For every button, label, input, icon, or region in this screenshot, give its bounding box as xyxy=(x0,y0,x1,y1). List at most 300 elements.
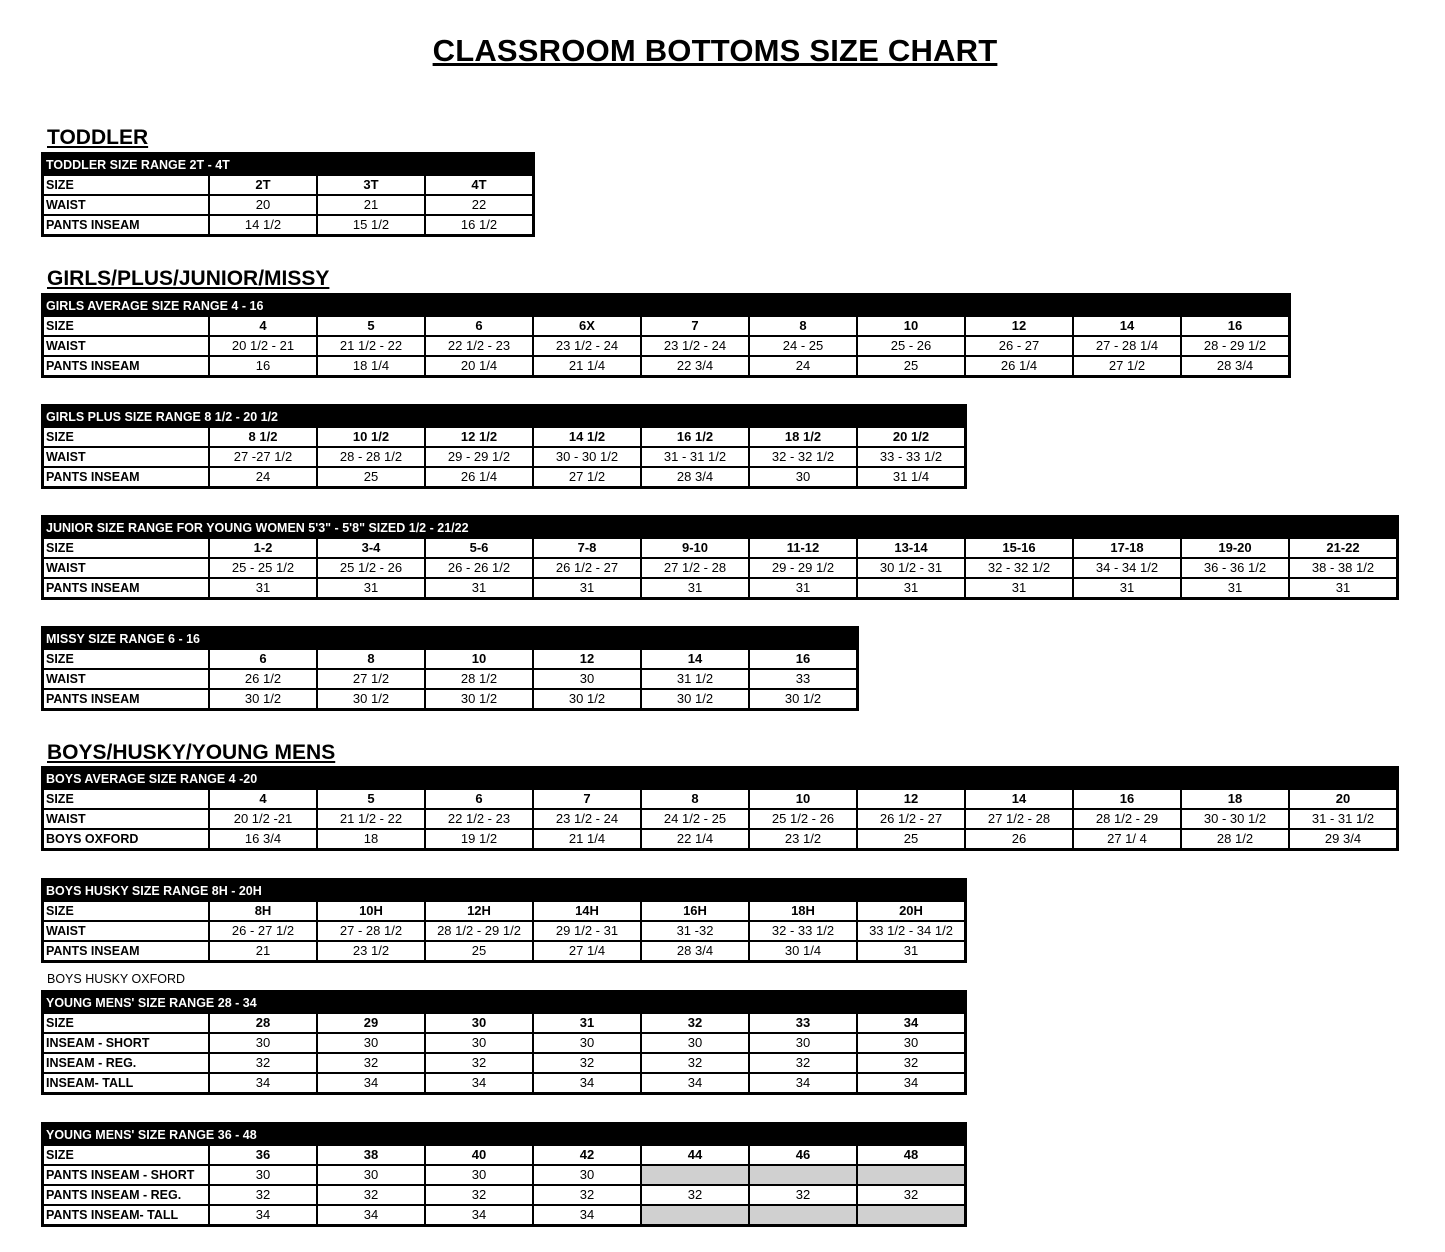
unavailable-cell xyxy=(857,1165,966,1185)
table-header-row xyxy=(43,628,858,650)
row-label: WAIST xyxy=(43,669,210,689)
row-label: SIZE xyxy=(43,427,210,447)
table-cell: 27 - 28 1/2 xyxy=(317,921,425,941)
table-cell: 29 xyxy=(317,1013,425,1033)
table-cell: 29 3/4 xyxy=(1289,829,1398,850)
table-cell: 30 - 30 1/2 xyxy=(1181,809,1289,829)
table-cell: 27 - 28 1/4 xyxy=(1073,336,1181,356)
table-row xyxy=(43,689,858,710)
table-row xyxy=(43,941,966,962)
table-cell: 27 1/2 xyxy=(533,467,641,488)
table-cell: 24 1/2 - 25 xyxy=(641,809,749,829)
table-cell: 6X xyxy=(533,316,641,336)
row-label: PANTS INSEAM xyxy=(43,689,210,710)
table-cell: 28 3/4 xyxy=(641,941,749,962)
row-label: SIZE xyxy=(43,175,210,195)
table-cell: 30 1/2 xyxy=(641,689,749,710)
size-table-young-mens-28-34 xyxy=(41,990,967,1095)
table-cell: 10 xyxy=(749,789,857,809)
table-cell: 23 1/2 xyxy=(317,941,425,962)
table-cell: 34 xyxy=(209,1073,317,1094)
table-cell: 34 xyxy=(857,1073,966,1094)
table-cell: 32 xyxy=(425,1053,533,1073)
size-table-girls-plus xyxy=(41,404,967,489)
table-cell: 32 xyxy=(641,1185,749,1205)
table-cell: 30 xyxy=(533,1165,641,1185)
table-cell: 8 xyxy=(317,649,425,669)
table-cell: 15-16 xyxy=(965,538,1073,558)
table-row xyxy=(43,649,858,669)
table-cell: 6 xyxy=(425,789,533,809)
table-cell: 12 1/2 xyxy=(425,427,533,447)
table-cell: 30 xyxy=(425,1013,533,1033)
section-heading-girls: GIRLS/PLUS/JUNIOR/MISSY xyxy=(47,267,330,290)
table-cell: 26 - 27 1/2 xyxy=(209,921,317,941)
table-cell: 21 xyxy=(317,195,425,215)
table-cell: 20 1/4 xyxy=(425,356,533,377)
row-label: PANTS INSEAM xyxy=(43,215,210,236)
table-cell: 26 1/2 - 27 xyxy=(857,809,965,829)
table-header: MISSY SIZE RANGE 6 - 16 xyxy=(43,628,858,650)
table-row xyxy=(43,427,966,447)
table-cell: 26 - 27 xyxy=(965,336,1073,356)
table-cell: 14 xyxy=(965,789,1073,809)
table-cell: 23 1/2 xyxy=(749,829,857,850)
table-cell: 32 xyxy=(749,1053,857,1073)
table-cell: 31 xyxy=(317,578,425,599)
table-cell: 31 xyxy=(965,578,1073,599)
table-cell: 26 1/2 xyxy=(209,669,317,689)
table-cell: 34 xyxy=(857,1013,966,1033)
table-cell: 33 xyxy=(749,1013,857,1033)
table-cell: 30 xyxy=(209,1033,317,1053)
table-cell: 34 xyxy=(533,1205,641,1226)
table-cell: 38 - 38 1/2 xyxy=(1289,558,1398,578)
table-cell: 26 1/2 - 27 xyxy=(533,558,641,578)
table-cell: 4 xyxy=(209,316,317,336)
table-cell: 8 1/2 xyxy=(209,427,317,447)
table-cell: 18 xyxy=(1181,789,1289,809)
table-header: GIRLS AVERAGE SIZE RANGE 4 - 16 xyxy=(43,295,1290,317)
table-header-row xyxy=(43,992,966,1014)
table-cell: 30 xyxy=(425,1165,533,1185)
unavailable-cell xyxy=(749,1205,857,1226)
table-cell: 20H xyxy=(857,901,966,921)
table-cell: 22 3/4 xyxy=(641,356,749,377)
table-cell: 31 - 31 1/2 xyxy=(641,447,749,467)
table-cell: 46 xyxy=(749,1145,857,1165)
table-cell: 31 - 31 1/2 xyxy=(1289,809,1398,829)
table-cell: 31 xyxy=(209,578,317,599)
table-cell: 32 xyxy=(317,1053,425,1073)
table-cell: 22 1/4 xyxy=(641,829,749,850)
table-cell: 31 xyxy=(857,941,966,962)
table-row xyxy=(43,195,534,215)
table-row xyxy=(43,356,1290,377)
table-cell: 8 xyxy=(641,789,749,809)
table-row xyxy=(43,1013,966,1033)
unavailable-cell xyxy=(641,1205,749,1226)
table-cell: 25 1/2 - 26 xyxy=(749,809,857,829)
table-cell: 31 xyxy=(533,578,641,599)
table-cell: 21-22 xyxy=(1289,538,1398,558)
table-cell: 30 xyxy=(209,1165,317,1185)
table-cell: 34 xyxy=(425,1205,533,1226)
size-table-boys-husky xyxy=(41,878,967,963)
row-label: PANTS INSEAM xyxy=(43,941,210,962)
table-header: YOUNG MENS' SIZE RANGE 36 - 48 xyxy=(43,1124,966,1146)
table-cell: 27 1/2 xyxy=(317,669,425,689)
table-cell: 30 xyxy=(641,1033,749,1053)
table-cell: 27 1/ 4 xyxy=(1073,829,1181,850)
table-cell: 32 xyxy=(857,1185,966,1205)
table-row xyxy=(43,901,966,921)
table-cell: 18 1/2 xyxy=(749,427,857,447)
table-cell: 26 - 26 1/2 xyxy=(425,558,533,578)
table-row xyxy=(43,316,1290,336)
table-cell: 7 xyxy=(641,316,749,336)
table-cell: 4T xyxy=(425,175,534,195)
table-cell: 21 1/2 - 22 xyxy=(317,336,425,356)
table-cell: 27 1/4 xyxy=(533,941,641,962)
row-label: INSEAM - REG. xyxy=(43,1053,210,1073)
table-cell: 11-12 xyxy=(749,538,857,558)
table-cell: 26 1/4 xyxy=(425,467,533,488)
table-cell: 12H xyxy=(425,901,533,921)
table-cell: 14 xyxy=(1073,316,1181,336)
table-cell: 6 xyxy=(425,316,533,336)
table-row xyxy=(43,336,1290,356)
table-row xyxy=(43,175,534,195)
table-cell: 16 xyxy=(209,356,317,377)
table-cell: 29 1/2 - 31 xyxy=(533,921,641,941)
table-cell: 34 xyxy=(749,1073,857,1094)
table-cell: 25 - 25 1/2 xyxy=(209,558,317,578)
table-cell: 32 xyxy=(209,1185,317,1205)
table-cell: 10 1/2 xyxy=(317,427,425,447)
table-row xyxy=(43,1145,966,1165)
table-cell: 1-2 xyxy=(209,538,317,558)
table-cell: 27 -27 1/2 xyxy=(209,447,317,467)
row-label: WAIST xyxy=(43,195,210,215)
table-cell: 12 xyxy=(857,789,965,809)
table-cell: 22 1/2 - 23 xyxy=(425,809,533,829)
table-cell: 14H xyxy=(533,901,641,921)
table-cell: 19 1/2 xyxy=(425,829,533,850)
table-header-row xyxy=(43,406,966,428)
table-cell: 31 xyxy=(1073,578,1181,599)
table-cell: 34 xyxy=(317,1073,425,1094)
table-cell: 29 - 29 1/2 xyxy=(425,447,533,467)
table-cell: 28 1/2 - 29 xyxy=(1073,809,1181,829)
table-cell: 30 xyxy=(317,1165,425,1185)
table-cell: 26 1/4 xyxy=(965,356,1073,377)
table-cell: 20 1/2 xyxy=(857,427,966,447)
table-cell: 42 xyxy=(533,1145,641,1165)
table-cell: 32 xyxy=(317,1185,425,1205)
size-table-junior xyxy=(41,515,1399,600)
unavailable-cell xyxy=(749,1165,857,1185)
table-row xyxy=(43,669,858,689)
table-row xyxy=(43,447,966,467)
table-cell: 30 1/2 xyxy=(533,689,641,710)
table-cell: 14 xyxy=(641,649,749,669)
size-table-toddler xyxy=(41,152,535,237)
table-cell: 34 xyxy=(209,1205,317,1226)
row-label: INSEAM - SHORT xyxy=(43,1033,210,1053)
table-cell: 34 xyxy=(533,1073,641,1094)
table-cell: 21 1/4 xyxy=(533,356,641,377)
table-row xyxy=(43,921,966,941)
table-cell: 16 xyxy=(749,649,858,669)
size-table-girls-average xyxy=(41,293,1291,378)
table-cell: 31 xyxy=(425,578,533,599)
table-row xyxy=(43,1033,966,1053)
table-row xyxy=(43,467,966,488)
table-cell: 32 xyxy=(749,1185,857,1205)
table-cell: 30 1/2 - 31 xyxy=(857,558,965,578)
size-table-boys-average xyxy=(41,766,1399,851)
table-cell: 38 xyxy=(317,1145,425,1165)
table-cell: 10 xyxy=(425,649,533,669)
table-row xyxy=(43,829,1398,850)
row-label: WAIST xyxy=(43,447,210,467)
row-label: WAIST xyxy=(43,336,210,356)
size-table-young-mens-36-48 xyxy=(41,1122,967,1227)
table-row xyxy=(43,1165,966,1185)
table-cell: 22 xyxy=(425,195,534,215)
table-cell: 34 xyxy=(641,1073,749,1094)
table-cell: 44 xyxy=(641,1145,749,1165)
table-cell: 14 1/2 xyxy=(533,427,641,447)
table-cell: 25 xyxy=(857,356,965,377)
table-cell: 16 xyxy=(1181,316,1290,336)
table-header: YOUNG MENS' SIZE RANGE 28 - 34 xyxy=(43,992,966,1014)
table-cell: 21 xyxy=(209,941,317,962)
table-cell: 5 xyxy=(317,316,425,336)
row-label: SIZE xyxy=(43,538,210,558)
table-cell: 32 - 32 1/2 xyxy=(749,447,857,467)
table-cell: 32 xyxy=(209,1053,317,1073)
table-row xyxy=(43,558,1398,578)
row-label: PANTS INSEAM xyxy=(43,578,210,599)
table-cell: 23 1/2 - 24 xyxy=(641,336,749,356)
table-cell: 3T xyxy=(317,175,425,195)
table-cell: 24 xyxy=(749,356,857,377)
table-header: JUNIOR SIZE RANGE FOR YOUNG WOMEN 5'3" - 5'8" SIZED 1/2 - 21/22 xyxy=(43,517,1398,539)
table-cell: 32 xyxy=(425,1185,533,1205)
table-cell: 18 1/4 xyxy=(317,356,425,377)
table-cell: 27 1/2 xyxy=(1073,356,1181,377)
table-cell: 28 xyxy=(209,1013,317,1033)
row-label: SIZE xyxy=(43,316,210,336)
size-table-missy xyxy=(41,626,859,711)
table-cell: 30 1/2 xyxy=(425,689,533,710)
table-cell: 31 1/2 xyxy=(641,669,749,689)
table-cell: 10 xyxy=(857,316,965,336)
table-header: TODDLER SIZE RANGE 2T - 4T xyxy=(43,154,534,176)
row-label: SIZE xyxy=(43,649,210,669)
table-header-row xyxy=(43,154,534,176)
table-cell: 48 xyxy=(857,1145,966,1165)
table-cell: 24 xyxy=(209,467,317,488)
table-cell: 31 xyxy=(1289,578,1398,599)
table-cell: 32 xyxy=(533,1185,641,1205)
table-cell: 32 xyxy=(857,1053,966,1073)
table-cell: 30 xyxy=(425,1033,533,1053)
table-cell: 33 1/2 - 34 1/2 xyxy=(857,921,966,941)
table-cell: 23 1/2 - 24 xyxy=(533,809,641,829)
table-cell: 14 1/2 xyxy=(209,215,317,236)
row-label: WAIST xyxy=(43,809,210,829)
row-label: SIZE xyxy=(43,1145,210,1165)
boys-husky-oxford-note: BOYS HUSKY OXFORD xyxy=(47,972,185,986)
table-cell: 24 - 25 xyxy=(749,336,857,356)
table-cell: 7-8 xyxy=(533,538,641,558)
table-header-row xyxy=(43,768,1398,790)
row-label: WAIST xyxy=(43,921,210,941)
table-cell: 5-6 xyxy=(425,538,533,558)
table-cell: 8H xyxy=(209,901,317,921)
table-cell: 31 xyxy=(533,1013,641,1033)
table-cell: 31 xyxy=(749,578,857,599)
table-cell: 20 xyxy=(1289,789,1398,809)
table-cell: 31 -32 xyxy=(641,921,749,941)
table-cell: 32 xyxy=(533,1053,641,1073)
table-cell: 30 1/4 xyxy=(749,941,857,962)
table-cell: 30 - 30 1/2 xyxy=(533,447,641,467)
table-cell: 33 xyxy=(749,669,858,689)
table-cell: 28 - 28 1/2 xyxy=(317,447,425,467)
table-cell: 30 1/2 xyxy=(749,689,858,710)
table-cell: 31 xyxy=(641,578,749,599)
table-cell: 30 xyxy=(317,1033,425,1053)
table-cell: 25 xyxy=(857,829,965,850)
table-cell: 20 xyxy=(209,195,317,215)
table-cell: 34 xyxy=(317,1205,425,1226)
table-cell: 7 xyxy=(533,789,641,809)
table-cell: 30 xyxy=(857,1033,966,1053)
table-cell: 21 1/4 xyxy=(533,829,641,850)
row-label: PANTS INSEAM- TALL xyxy=(43,1205,210,1226)
table-header: BOYS AVERAGE SIZE RANGE 4 -20 xyxy=(43,768,1398,790)
row-label: INSEAM- TALL xyxy=(43,1073,210,1094)
table-cell: 20 1/2 -21 xyxy=(209,809,317,829)
table-cell: 22 1/2 - 23 xyxy=(425,336,533,356)
table-cell: 16 xyxy=(1073,789,1181,809)
table-cell: 16 1/2 xyxy=(425,215,534,236)
table-cell: 26 xyxy=(965,829,1073,850)
section-heading-boys: BOYS/HUSKY/YOUNG MENS xyxy=(47,741,336,764)
table-cell: 25 xyxy=(425,941,533,962)
table-header-row xyxy=(43,517,1398,539)
table-cell: 30 xyxy=(749,1033,857,1053)
table-cell: 16 3/4 xyxy=(209,829,317,850)
table-row xyxy=(43,1205,966,1226)
unavailable-cell xyxy=(857,1205,966,1226)
table-cell: 16 1/2 xyxy=(641,427,749,447)
table-cell: 31 1/4 xyxy=(857,467,966,488)
unavailable-cell xyxy=(641,1165,749,1185)
table-header: GIRLS PLUS SIZE RANGE 8 1/2 - 20 1/2 xyxy=(43,406,966,428)
row-label: BOYS OXFORD xyxy=(43,829,210,850)
table-header-row xyxy=(43,880,966,902)
row-label: PANTS INSEAM - SHORT xyxy=(43,1165,210,1185)
table-cell: 31 xyxy=(1181,578,1289,599)
table-row xyxy=(43,789,1398,809)
table-cell: 36 - 36 1/2 xyxy=(1181,558,1289,578)
table-cell: 30 1/2 xyxy=(209,689,317,710)
table-cell: 36 xyxy=(209,1145,317,1165)
table-row xyxy=(43,809,1398,829)
table-cell: 16H xyxy=(641,901,749,921)
row-label: PANTS INSEAM - REG. xyxy=(43,1185,210,1205)
row-label: PANTS INSEAM xyxy=(43,356,210,377)
table-cell: 28 1/2 - 29 1/2 xyxy=(425,921,533,941)
table-row xyxy=(43,578,1398,599)
table-cell: 30 xyxy=(533,1033,641,1053)
table-cell: 28 1/2 xyxy=(1181,829,1289,850)
page-title: CLASSROOM BOTTOMS SIZE CHART xyxy=(432,33,998,68)
table-row xyxy=(43,215,534,236)
table-header: BOYS HUSKY SIZE RANGE 8H - 20H xyxy=(43,880,966,902)
table-row xyxy=(43,1073,966,1094)
table-cell: 3-4 xyxy=(317,538,425,558)
table-cell: 9-10 xyxy=(641,538,749,558)
table-cell: 28 - 29 1/2 xyxy=(1181,336,1290,356)
table-cell: 30 xyxy=(749,467,857,488)
table-cell: 32 - 32 1/2 xyxy=(965,558,1073,578)
table-cell: 2T xyxy=(209,175,317,195)
table-cell: 30 xyxy=(533,669,641,689)
table-cell: 20 1/2 - 21 xyxy=(209,336,317,356)
table-cell: 21 1/2 - 22 xyxy=(317,809,425,829)
table-cell: 25 xyxy=(317,467,425,488)
table-cell: 33 - 33 1/2 xyxy=(857,447,966,467)
table-cell: 12 xyxy=(533,649,641,669)
table-row xyxy=(43,1185,966,1205)
table-cell: 4 xyxy=(209,789,317,809)
table-cell: 29 - 29 1/2 xyxy=(749,558,857,578)
table-row xyxy=(43,1053,966,1073)
table-cell: 10H xyxy=(317,901,425,921)
table-cell: 28 3/4 xyxy=(641,467,749,488)
row-label: WAIST xyxy=(43,558,210,578)
table-cell: 30 1/2 xyxy=(317,689,425,710)
row-label: SIZE xyxy=(43,1013,210,1033)
table-cell: 27 1/2 - 28 xyxy=(965,809,1073,829)
table-cell: 32 xyxy=(641,1013,749,1033)
table-cell: 32 - 33 1/2 xyxy=(749,921,857,941)
table-cell: 23 1/2 - 24 xyxy=(533,336,641,356)
table-header-row xyxy=(43,1124,966,1146)
table-cell: 28 1/2 xyxy=(425,669,533,689)
table-cell: 34 - 34 1/2 xyxy=(1073,558,1181,578)
table-cell: 28 3/4 xyxy=(1181,356,1290,377)
row-label: SIZE xyxy=(43,789,210,809)
row-label: SIZE xyxy=(43,901,210,921)
table-row xyxy=(43,538,1398,558)
table-cell: 25 - 26 xyxy=(857,336,965,356)
table-cell: 18H xyxy=(749,901,857,921)
table-cell: 34 xyxy=(425,1073,533,1094)
table-cell: 13-14 xyxy=(857,538,965,558)
table-cell: 40 xyxy=(425,1145,533,1165)
table-cell: 19-20 xyxy=(1181,538,1289,558)
table-header-row xyxy=(43,295,1290,317)
table-cell: 32 xyxy=(641,1053,749,1073)
table-cell: 12 xyxy=(965,316,1073,336)
